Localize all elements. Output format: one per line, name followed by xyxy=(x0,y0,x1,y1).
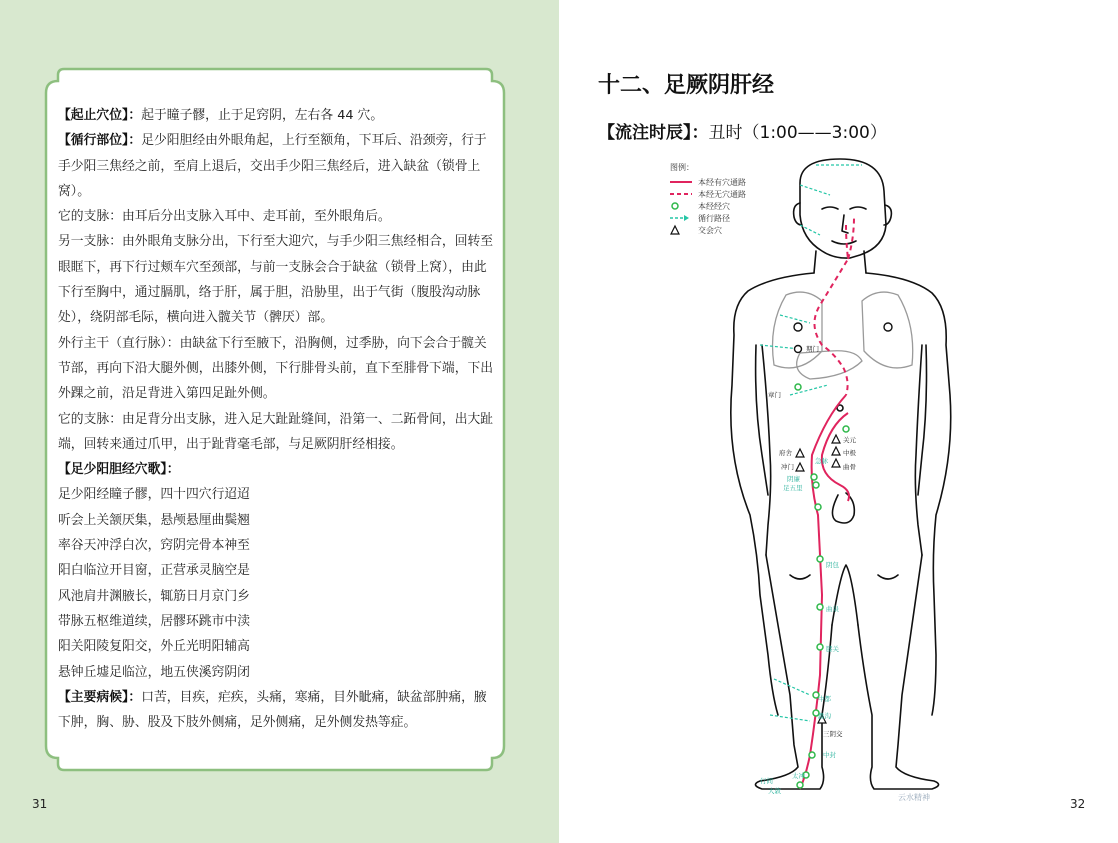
paragraph-text: 阳关阳陵复阳交，外丘光明阳辅高 xyxy=(58,639,250,655)
acupoint-label: 大敦 xyxy=(768,787,781,795)
flow-time-label: 【流注时辰】： xyxy=(598,123,709,143)
flow-time-value: 丑时（1:00——3:00） xyxy=(708,123,887,143)
chapter-title: 十二、足厥阴肝经 xyxy=(598,73,775,98)
acupoint-label: 太冲 xyxy=(792,772,805,780)
acupoint-label: 膝关 xyxy=(826,645,839,653)
paragraph-text: 风池肩井渊腋长，辄筋日月京门乡 xyxy=(58,588,250,604)
acupoint-label: 曲泉 xyxy=(826,605,839,613)
card-paragraph xyxy=(58,558,498,583)
paragraph-text: 起于瞳子髎，止于足窍阴，左右各 44 穴。 xyxy=(141,108,384,123)
paragraph-label: 【循行部位】： xyxy=(58,133,142,149)
legend-label: 本经无穴通路 xyxy=(698,189,746,199)
legend-title: 图例： xyxy=(670,163,694,172)
card-paragraph xyxy=(58,482,498,507)
acupoint-label: 冲门 xyxy=(781,463,794,471)
card-text xyxy=(58,103,498,735)
paragraph-text: 另一支脉：由外眼角支脉分出，下行至大迎穴，与手少阳三焦经相合，回转至眼眶下，再下行过颊车穴至颈部，与前一支脉会合于缺盆（锁骨上窝），由此下行至胸中，通过膈肌，络于肝，属于胆，沿胁里，出于气街（腹股沟动脉处），绕阴部毛际，横向进入髋关节（髀厌）部。 xyxy=(58,234,494,326)
paragraph-text: 阳白临泣开目窗，正营承灵脑空是 xyxy=(58,563,250,579)
acupoint-label: 阴廉 xyxy=(787,475,800,483)
acupoint-label: 中极 xyxy=(843,449,856,457)
paragraph-label: 【主要病候】： xyxy=(58,689,142,705)
paragraph-text: 足少阳经瞳子髎，四十四穴行迢迢 xyxy=(58,487,250,503)
card-paragraph xyxy=(58,533,498,558)
flow-time xyxy=(598,118,887,143)
card-paragraph xyxy=(58,660,498,685)
acupoint-label: 急脉 xyxy=(815,457,828,465)
acupoint-label: 曲骨 xyxy=(843,463,856,471)
paragraph-text: 率谷天冲浮白次，窍阴完骨本神至 xyxy=(58,538,250,554)
acupoint-label: 蠡沟 xyxy=(818,712,831,720)
acupoint-label: 中封 xyxy=(823,751,836,759)
acupoint-label: 府舍 xyxy=(779,449,792,457)
paragraph-text: 口苦，目疾，疟疾，头痛，寒痛，目外眦痛，缺盆部肿痛，腋下肿，胸、胁、股及下肢外侧痛，足外侧痛，足外侧发热等症。 xyxy=(58,689,487,731)
paragraph-text: 它的支脉：由足背分出支脉，进入足大趾趾缝间，沿第一、二跖骨间，出大趾端，回转来通过爪甲，出于趾背毫毛部，与足厥阴肝经相接。 xyxy=(58,411,494,452)
legend-label: 循行路径 xyxy=(698,213,730,223)
page-number-left: 31 xyxy=(32,797,48,811)
paragraph-text: 带脉五枢维道续，居髎环跳市中渎 xyxy=(58,613,250,629)
card-paragraph xyxy=(58,508,498,533)
paragraph-text: 它的支脉：由耳后分出支脉入耳中、走耳前，至外眼角后。 xyxy=(58,209,391,225)
card-paragraph xyxy=(58,128,498,204)
acupoint-label: 关元 xyxy=(843,436,856,444)
card-paragraph xyxy=(58,457,498,482)
legend-label: 本经有穴通路 xyxy=(698,177,746,187)
meridian-body-figure xyxy=(650,155,1100,815)
acupoint-label: 期门 xyxy=(806,345,819,353)
page-number-right: 32 xyxy=(1070,797,1086,811)
card-paragraph xyxy=(58,103,498,128)
acupoint-label: 三阴交 xyxy=(823,730,843,738)
card-paragraph xyxy=(58,685,498,736)
paragraph-text: 听会上关颔厌集，悬颅悬厘曲鬓翘 xyxy=(58,512,250,528)
paragraph-text: 外行主干（直行脉）：由缺盆下行至腋下，沿胸侧，过季胁，向下会合于髋关节部，再向下沿大腿外侧，出膝外侧，下行腓骨头前，直下至腓骨下端，下出外踝之前，沿足背进入第四足趾外侧。 xyxy=(58,335,494,402)
paragraph-text: 足少阳胆经由外眼角起，上行至额角，下耳后、沿颈旁，行于手少阳三焦经之前，至肩上退后，交出手少阳三焦经后，进入缺盆（锁骨上窝）。 xyxy=(58,133,487,199)
card-paragraph xyxy=(58,634,498,659)
card-paragraph xyxy=(58,331,498,407)
paragraph-text: 悬钟丘墟足临泣，地五侠溪窍阴闭 xyxy=(58,664,250,680)
watermark: 云水精神 xyxy=(898,793,930,802)
acupoint-label: 阴包 xyxy=(826,561,839,569)
acupoint-label: 足五里 xyxy=(783,484,803,492)
card-paragraph xyxy=(58,407,498,458)
paragraph-label: 【起止穴位】： xyxy=(58,108,142,123)
acupoint-label: 行间 xyxy=(760,777,773,785)
legend-label: 本经经穴 xyxy=(698,201,730,211)
acupoint-label: 中都 xyxy=(818,695,831,703)
card-paragraph xyxy=(58,204,498,229)
card-paragraph xyxy=(58,609,498,634)
card-paragraph xyxy=(58,584,498,609)
card-paragraph xyxy=(58,229,498,330)
text-card xyxy=(40,63,510,776)
paragraph-label: 【足少阳胆经穴歌】： xyxy=(58,462,180,478)
acupoint-label: 章门 xyxy=(768,391,781,399)
legend-label: 交会穴 xyxy=(698,225,722,235)
